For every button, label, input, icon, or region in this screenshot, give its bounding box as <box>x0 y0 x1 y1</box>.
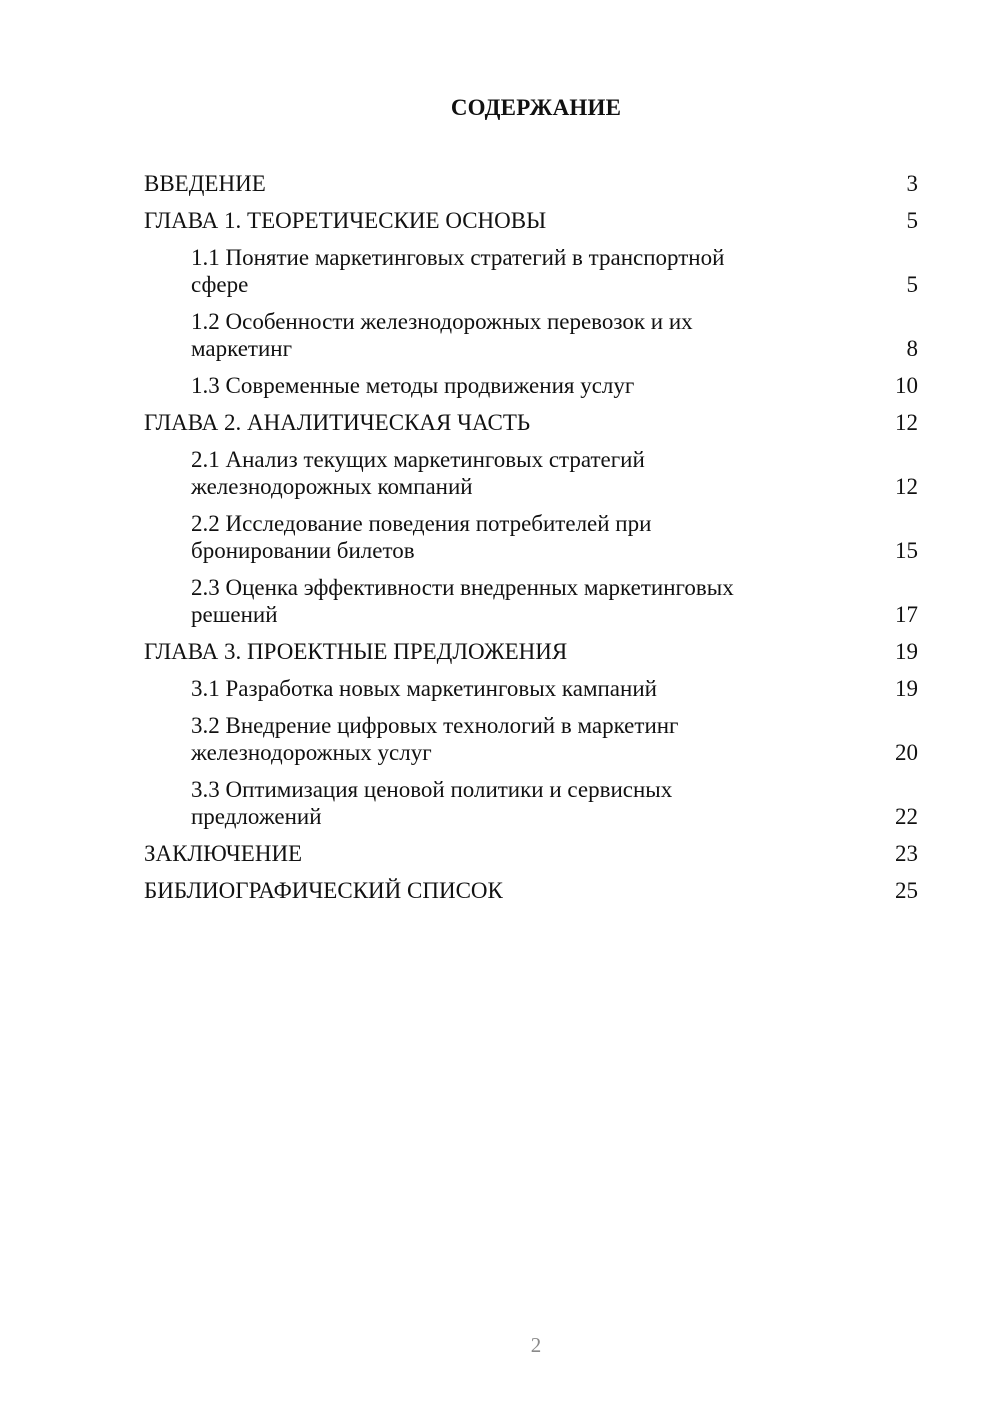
toc-entry-page: 20 <box>895 740 918 765</box>
toc-entry-bibliography[interactable] <box>144 877 918 904</box>
toc-entry-page: 15 <box>895 538 918 563</box>
toc-entry-title: ГЛАВА 2. АНАЛИТИЧЕСКАЯ ЧАСТЬ <box>144 410 531 435</box>
page-number: 2 <box>530 1333 542 1357</box>
toc-entry-conclusion[interactable] <box>144 840 918 867</box>
toc-entry-section-2-1[interactable] <box>144 446 918 500</box>
toc-entry-title: 2.2 Исследование поведения потребителей при бронировании билетов <box>191 511 652 563</box>
toc-entry-page: 5 <box>906 272 918 297</box>
toc-entry-page: 25 <box>895 878 918 903</box>
toc-entry-page: 10 <box>895 373 918 398</box>
toc-entry-chapter-2[interactable] <box>144 409 918 436</box>
toc-entry-section-1-3[interactable] <box>144 372 918 399</box>
toc-entry-chapter-1[interactable] <box>144 207 918 234</box>
toc-entry-page: 19 <box>895 639 918 664</box>
toc-entry-title: ГЛАВА 3. ПРОЕКТНЫЕ ПРЕДЛОЖЕНИЯ <box>144 639 568 664</box>
toc-entry-page: 22 <box>895 804 918 829</box>
toc-entry-title: 3.3 Оптимизация ценовой политики и сервисных предложений <box>191 777 673 829</box>
toc-entry-page: 12 <box>895 474 918 499</box>
toc-entry-section-3-2[interactable] <box>144 712 918 766</box>
toc-entry-page: 19 <box>895 676 918 701</box>
toc-entry-title: ГЛАВА 1. ТЕОРЕТИЧЕСКИЕ ОСНОВЫ <box>144 208 547 233</box>
toc-entry-section-3-1[interactable] <box>144 675 918 702</box>
toc-entry-title: 1.3 Современные методы продвижения услуг <box>191 373 635 398</box>
toc-entry-title: БИБЛИОГРАФИЧЕСКИЙ СПИСОК <box>144 878 503 903</box>
toc-entry-section-2-2[interactable] <box>144 510 918 564</box>
toc-entry-page: 8 <box>906 336 918 361</box>
toc-entry-page: 17 <box>895 602 918 627</box>
toc-entry-title: 1.1 Понятие маркетинговых стратегий в транспортной сфере <box>191 245 725 297</box>
toc-entry-title: 1.2 Особенности железнодорожных перевозок и их маркетинг <box>191 309 693 361</box>
toc-entry-section-2-3[interactable] <box>144 574 918 628</box>
toc-entry-title: ВВЕДЕНИЕ <box>144 171 266 196</box>
table-of-contents <box>144 170 918 914</box>
toc-entry-title: 2.3 Оценка эффективности внедренных маркетинговых решений <box>191 575 734 627</box>
toc-entry-chapter-3[interactable] <box>144 638 918 665</box>
toc-entry-page: 3 <box>906 171 918 196</box>
toc-entry-title: 3.2 Внедрение цифровых технологий в маркетинг железнодорожных услуг <box>191 713 679 765</box>
toc-entry-page: 23 <box>895 841 918 866</box>
page-title: СОДЕРЖАНИЕ <box>450 95 622 120</box>
toc-entry-page: 12 <box>895 410 918 435</box>
toc-entry-title: 3.1 Разработка новых маркетинговых кампаний <box>191 676 657 701</box>
toc-entry-introduction[interactable] <box>144 170 918 197</box>
toc-entry-section-1-1[interactable] <box>144 244 918 298</box>
toc-entry-title: ЗАКЛЮЧЕНИЕ <box>144 841 303 866</box>
toc-entry-section-3-3[interactable] <box>144 776 918 830</box>
toc-entry-section-1-2[interactable] <box>144 308 918 362</box>
toc-entry-page: 5 <box>906 208 918 233</box>
toc-entry-title: 2.1 Анализ текущих маркетинговых стратегий железнодорожных компаний <box>191 447 645 499</box>
